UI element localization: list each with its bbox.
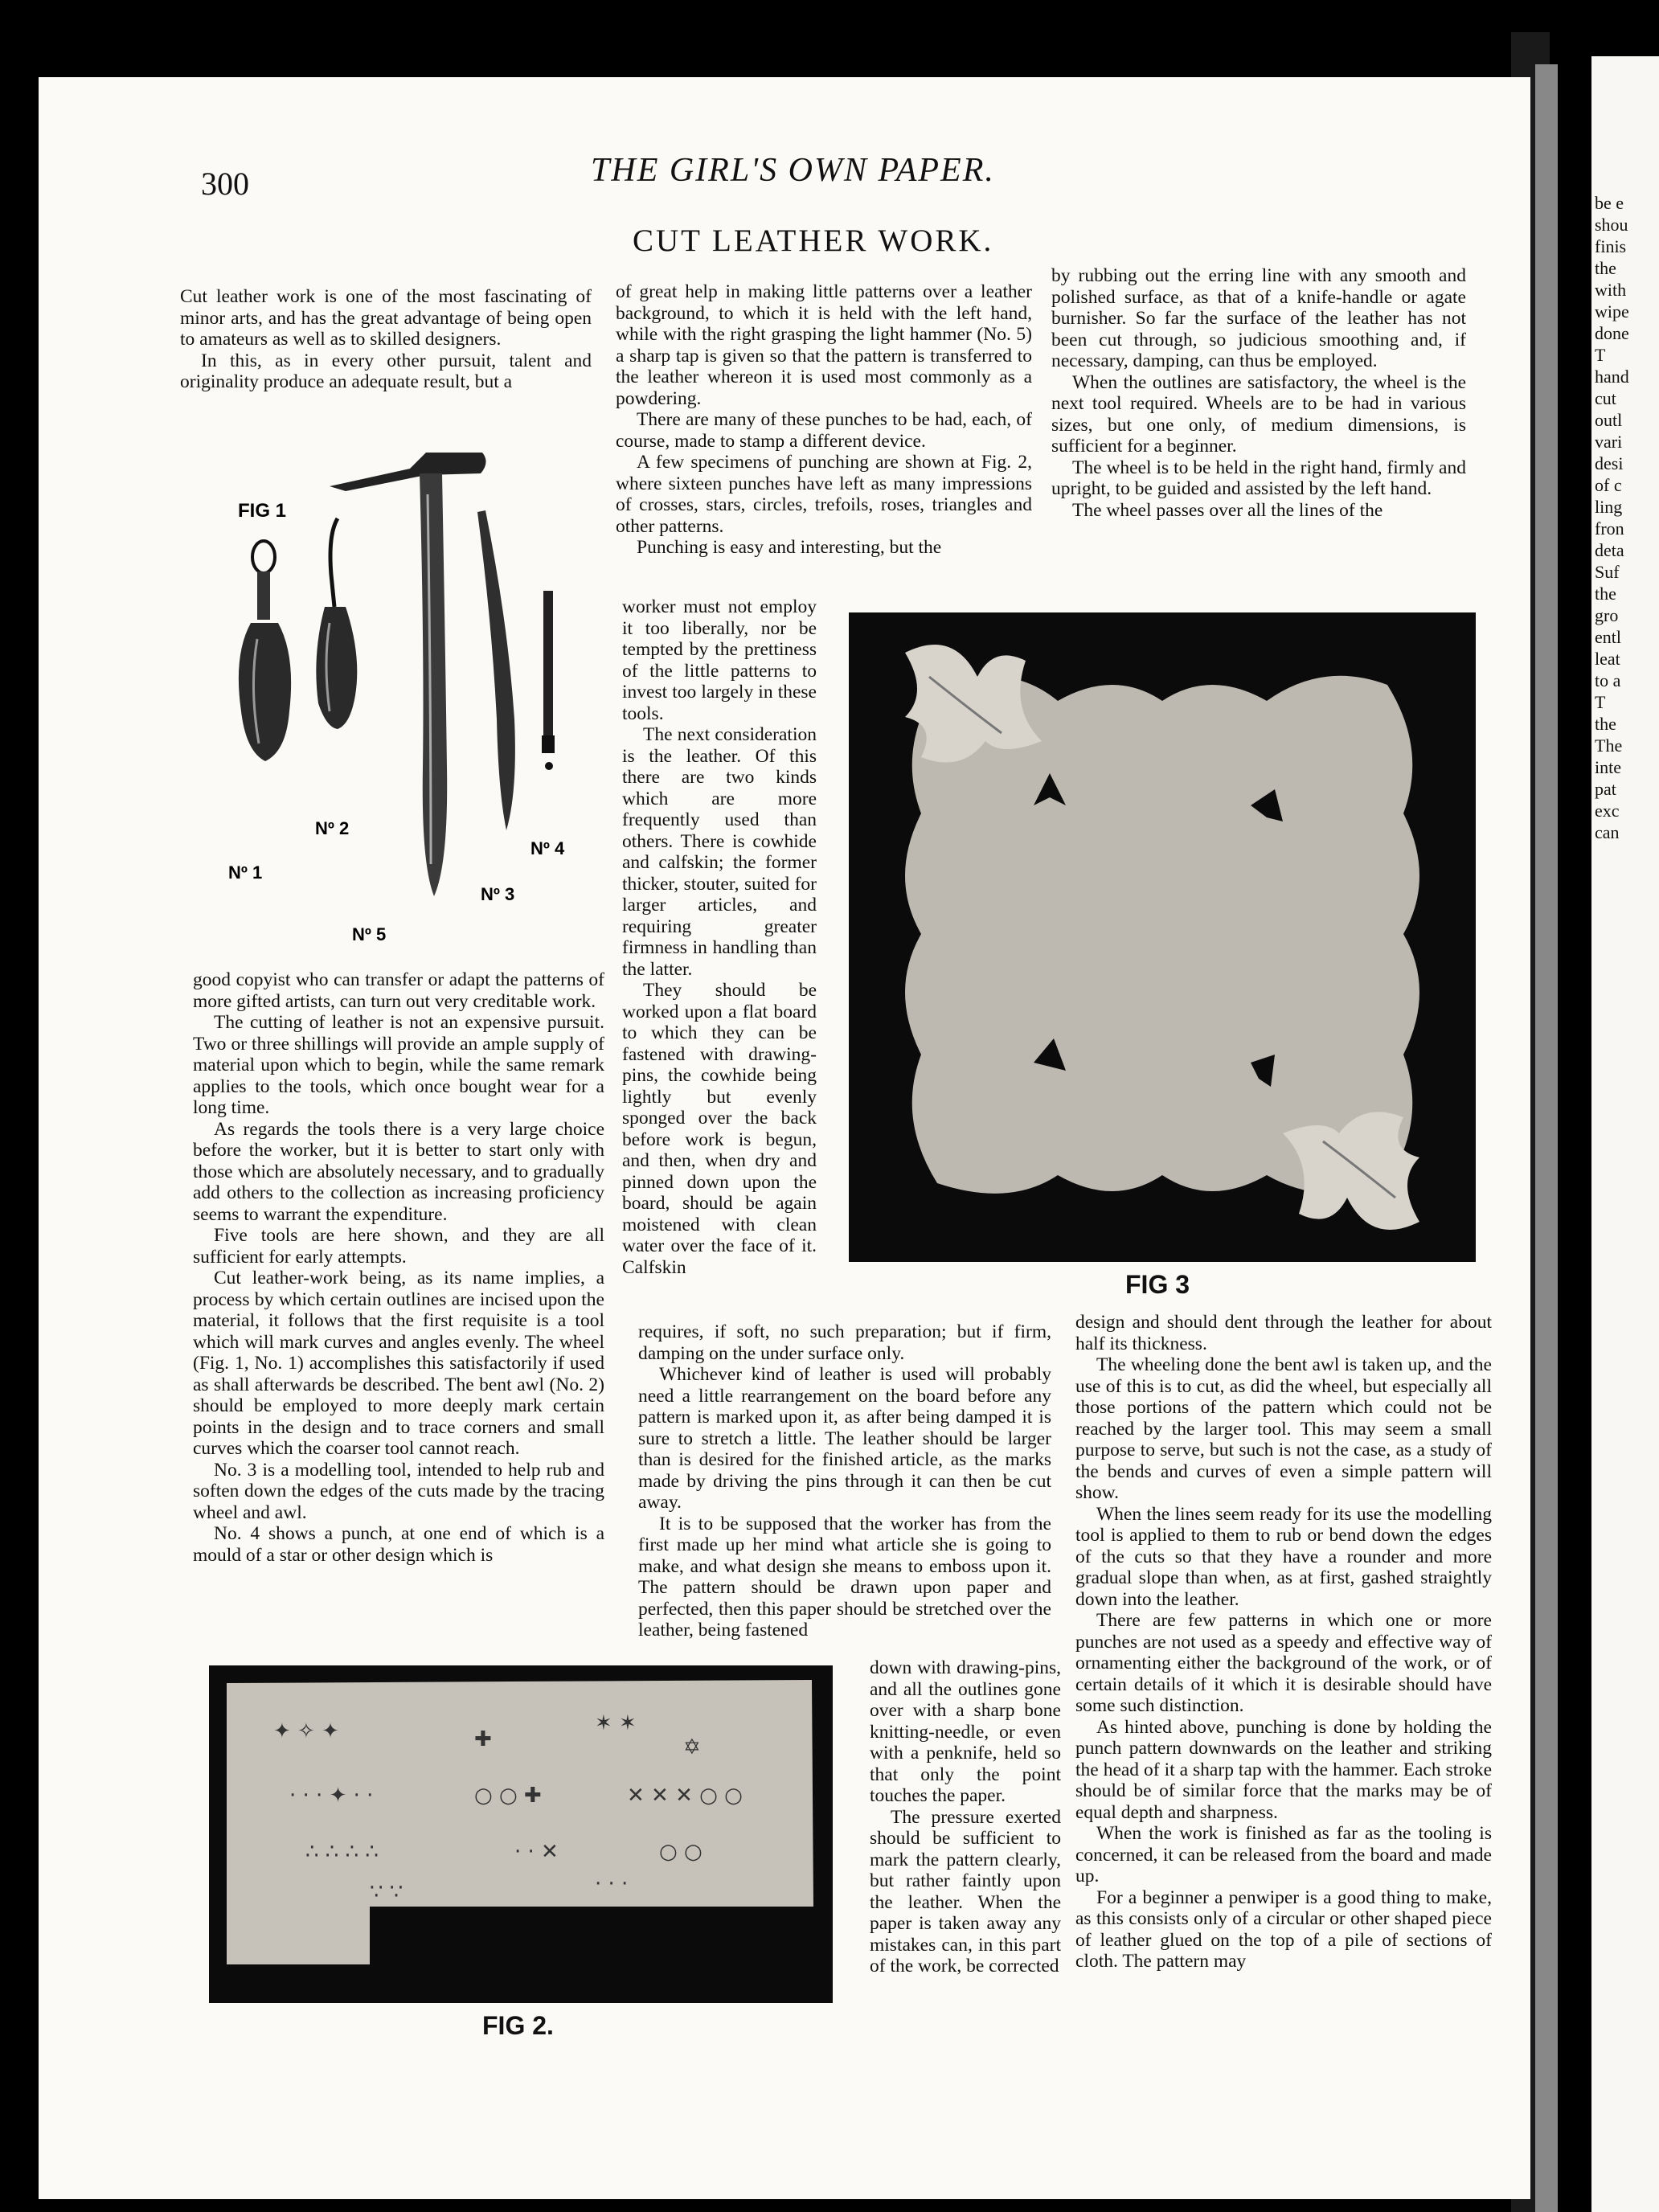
- column-3-intro: [1051, 265, 1466, 521]
- tool-label-no2: Nº 2: [315, 818, 350, 838]
- paragraph: When the work is finished as far as the tooling is concerned, it can be released from the board and made up.: [1075, 1823, 1492, 1886]
- next-page-line: the: [1595, 714, 1616, 734]
- tool-label-no3: Nº 3: [481, 884, 515, 904]
- paragraph: It is to be supposed that the worker has from the first made up her mind what article she is going to make, and what design she means to emboss upon it. The pattern should be drawn upon paper and perfected, then this paper should be stretched over the leather, being fastened: [638, 1513, 1051, 1641]
- paragraph: They should be worked upon a flat board to which they can be fastened with drawing-pins, the cowhide being lightly but evenly sponged over the back before work is begun, and then, when dry and pinned down upon the board, should be again moistened with clean water over the face of it. Calfskin: [622, 980, 817, 1278]
- column-1-body: [193, 969, 604, 1566]
- svg-text:✚: ✚: [474, 1727, 492, 1751]
- next-page-line: outl: [1595, 410, 1623, 430]
- figure-3-leather-panel: [849, 612, 1476, 1262]
- next-page-line: finis: [1595, 236, 1627, 256]
- next-page-line: wipe: [1595, 301, 1629, 322]
- next-page-line: cut: [1595, 388, 1616, 408]
- next-page-line: Suf: [1595, 562, 1620, 582]
- svg-text:○ ○ ✚: ○ ○ ✚: [474, 1784, 542, 1808]
- next-page-line: exc: [1595, 801, 1620, 821]
- next-page-line: inte: [1595, 757, 1621, 777]
- next-page-line: deta: [1595, 540, 1624, 560]
- paragraph: by rubbing out the erring line with any smooth and polished surface, as that of a knife-handle or agate burnisher. So far the surface of the leather has not been cut through, so judicious smoothing and, if necessary, damping, can thus be employed.: [1051, 265, 1466, 371]
- next-page-line: hand: [1595, 367, 1629, 387]
- column-2-narrow: [622, 596, 817, 1278]
- svg-text:○ ○: ○ ○: [659, 1840, 703, 1864]
- paragraph: The wheeling done the bent awl is taken up, and the use of this is to cut, as did the wheel, but especially all those portions of the pattern which could not be reached by the larger tool. This may seem a small purpose to serve, but such is not the case, as a study of the bends and curves of even a simple pattern will show.: [1075, 1354, 1492, 1503]
- paragraph: A few specimens of punching are shown at Fig. 2, where sixteen punches have left as many impressions of crosses, stars, circles, trefoils, roses, triangles and other patterns.: [616, 452, 1032, 537]
- column-2-middle: [638, 1321, 1051, 1641]
- page-number: 300: [201, 166, 249, 202]
- paragraph: For a beginner a penwiper is a good thing to make, as this consists only of a circular or other shaped piece of leather glued on the top of a pile of sections of cloth. The pattern may: [1075, 1886, 1492, 1972]
- paragraph: No. 4 shows a punch, at one end of which is a mould of a star or other design which is: [193, 1523, 604, 1566]
- next-page-line: shou: [1595, 215, 1628, 235]
- next-page-line: of c: [1595, 475, 1622, 495]
- next-page-line: vari: [1595, 432, 1623, 452]
- svg-text:✡: ✡: [683, 1735, 701, 1759]
- paragraph: No. 3 is a modelling tool, intended to help rub and soften down the edges of the cuts made by the tracing wheel and awl.: [193, 1459, 604, 1523]
- next-page-line: entl: [1595, 627, 1621, 647]
- paragraph: Cut leather work is one of the most fascinating of minor arts, and has the great advantage of being open to amateurs as well as to skilled designers.: [180, 286, 592, 350]
- adjacent-page-fragment: [1591, 56, 1659, 2212]
- tool-label-no1: Nº 1: [228, 862, 263, 883]
- next-page-line: be e: [1595, 193, 1624, 213]
- paragraph: The wheel passes over all the lines of the: [1072, 499, 1383, 521]
- svg-text:· · ·: · · ·: [595, 1872, 629, 1896]
- figure-2-punch-specimens: [209, 1665, 833, 2003]
- paragraph: Punching is easy and interesting, but the: [637, 537, 942, 558]
- svg-text:✦ ✧ ✦: ✦ ✧ ✦: [273, 1719, 339, 1743]
- tool-label-no4: Nº 4: [530, 838, 565, 858]
- paragraph: When the lines seem ready for its use the modelling tool is applied to them to rub or bend down the edges of the cuts so that they have a rounder and more gradual slope than when, as at first, gashed straightly down into the leather.: [1075, 1503, 1492, 1610]
- paragraph: Five tools are here shown, and they are all sufficient for early attempts.: [193, 1225, 604, 1268]
- next-page-line: can: [1595, 822, 1620, 842]
- paragraph: good copyist who can transfer or adapt the patterns of more gifted artists, can turn out very creditable work.: [193, 969, 604, 1012]
- paragraph: As hinted above, punching is done by holding the punch pattern downwards on the leather and striking the head of it a sharp tap with the hammer. Each stroke should be of similar force that the marks may be of equal depth and sharpness.: [1075, 1716, 1492, 1823]
- next-page-line: gro: [1595, 605, 1619, 625]
- svg-text:∵ ∵: ∵ ∵: [370, 1880, 403, 1904]
- figure-1-label: FIG 1: [238, 500, 287, 522]
- paragraph: The cutting of leather is not an expensive pursuit. Two or three shillings will provide an ample supply of material upon which to begin, while the same remark applies to the tools, which once bought wear for a long time.: [193, 1012, 604, 1118]
- article-title: CUT LEATHER WORK.: [633, 223, 994, 258]
- paragraph: of great help in making little patterns over a leather background, to which it is held with the left hand, while with the right grasping the light hammer (No. 5) a sharp tap is given so that the pattern is transferred to the leather whereon it is used most commonly as a powdering.: [616, 281, 1032, 409]
- paragraph: The wheel is to be held in the right hand, firmly and upright, to be guided and assisted by the left hand.: [1051, 457, 1466, 499]
- paragraph: In this, as in every other pursuit, talent and originality produce an adequate result, but a: [180, 350, 592, 392]
- running-head: THE GIRL'S OWN PAPER.: [591, 152, 995, 189]
- next-page-line: leat: [1595, 649, 1620, 669]
- paragraph: down with drawing-pins, and all the outlines gone over with a sharp bone knitting-needle, or even with a penknife, held so that only the point touches the paper.: [870, 1657, 1061, 1806]
- next-page-line: desi: [1595, 453, 1624, 473]
- column-1-intro: [180, 286, 592, 393]
- column-2-intro: [616, 281, 1032, 559]
- next-page-line: pat: [1595, 779, 1616, 799]
- next-page-line: T: [1595, 345, 1606, 365]
- svg-text:✶ ✶: ✶ ✶: [595, 1711, 637, 1735]
- svg-text:· · ✕: · · ✕: [514, 1840, 559, 1864]
- tool-label-no5: Nº 5: [352, 924, 387, 944]
- column-3-body: [1075, 1312, 1492, 1972]
- svg-text:∴ ∴ ∴ ∴: ∴ ∴ ∴ ∴: [305, 1840, 379, 1864]
- paragraph: design and should dent through the leather for about half its thickness.: [1075, 1312, 1492, 1354]
- next-page-line: the: [1595, 584, 1616, 604]
- paragraph: There are few patterns in which one or more punches are not used as a speedy and effective way of ornamenting either the background of the work, or of certain details of it which it is desirable should have some such distinction.: [1075, 1610, 1492, 1716]
- tracing-wheel-tool: [239, 541, 291, 761]
- punch-tool: [542, 591, 555, 770]
- paragraph: The pressure exerted should be sufficient to mark the pattern clearly, but rather faintly upon the leather. When the paper is taken away any mistakes can, in this part of the work, be corrected: [870, 1806, 1061, 1976]
- paragraph: worker must not employ it too liberally, nor be tempted by the prettiness of the little patterns to invest too largely in these tools.: [622, 596, 817, 724]
- next-page-line: with: [1595, 280, 1627, 300]
- next-page-line: to a: [1595, 670, 1621, 690]
- book-gutter-edge: [1535, 64, 1558, 2212]
- figure-3-caption: FIG 3: [1125, 1270, 1190, 1299]
- next-page-line: the: [1595, 258, 1616, 278]
- paragraph: When the outlines are satisfactory, the wheel is the next tool required. Wheels are to be had in various sizes, but one only, of medium dimensions, is sufficient for a beginner.: [1051, 371, 1466, 457]
- paragraph: The next consideration is the leather. Of this there are two kinds which are more frequently used than others. There is cowhide and calfskin; the former thicker, stouter, suited for larger articles, and requiring greater firmness in handling than the latter.: [622, 724, 817, 980]
- svg-text:· · · ✦ · ·: · · · ✦ · ·: [289, 1784, 374, 1808]
- next-page-line: done: [1595, 323, 1629, 343]
- figure-1-tools: [209, 446, 587, 948]
- paragraph: There are many of these punches to be had, each, of course, made to stamp a different device.: [616, 409, 1032, 452]
- paragraph: Whichever kind of leather is used will probably need a little rearrangement on the board before any pattern is marked upon it, as after being damped it is sure to stretch a little. The leather should be larger than is desired for the finished article, as the marks made by driving the pins through it can then be cut away.: [638, 1364, 1051, 1513]
- next-page-line: ling: [1595, 497, 1623, 517]
- paragraph: As regards the tools there is a very large choice before the worker, but it is better to start only with those which are absolutely necessary, and to gradually add others to the collection as increasing proficiency seems to warrant the expenditure.: [193, 1118, 604, 1225]
- next-page-line: T: [1595, 692, 1606, 712]
- modelling-tool: [477, 510, 515, 830]
- svg-text:✕ ✕ ✕ ○ ○: ✕ ✕ ✕ ○ ○: [627, 1784, 743, 1808]
- next-page-line: The: [1595, 735, 1623, 756]
- column-2-bottom: [870, 1657, 1061, 1977]
- paragraph: requires, if soft, no such preparation; but if firm, damping on the under surface only.: [638, 1321, 1051, 1364]
- paragraph: Cut leather-work being, as its name implies, a process by which certain outlines are incised upon the material, it follows that the first requisite is a tool which will mark curves and angles evenly. The wheel (Fig. 1, No. 1) accomplishes this satisfactorily if used as shall afterwards be described. The bent awl (No. 2) should be employed to more deeply mark certain points in the design and to trace corners and small curves which the coarser tool cannot reach.: [193, 1268, 604, 1459]
- figure-2-caption: FIG 2.: [482, 2011, 554, 2040]
- bent-awl-tool: [316, 518, 357, 729]
- next-page-line: fron: [1595, 518, 1624, 539]
